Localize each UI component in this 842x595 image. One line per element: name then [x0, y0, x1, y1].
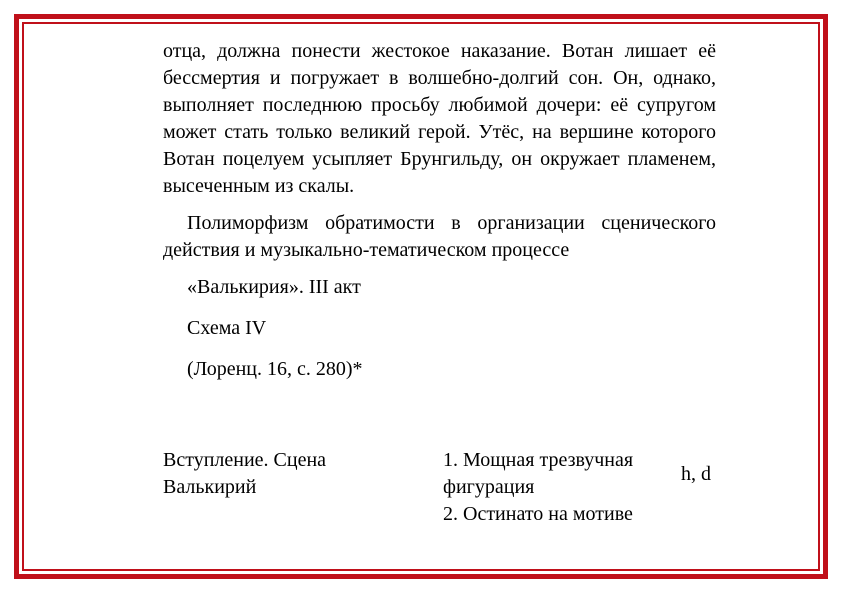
table-cell-tonality: h, d — [681, 463, 711, 485]
act-title: «Валькирия». III акт — [187, 276, 361, 298]
section-heading-paragraph: Полиморфизм обратимости в организации сценического действия и музыкально-тематическом процессе — [163, 212, 716, 261]
table-cell-description — [443, 447, 673, 528]
scheme-label: Схема IV — [187, 317, 267, 339]
description-item-1: 1. Мощная трезвучная фигурация — [443, 449, 634, 498]
page-content — [163, 38, 716, 397]
body-paragraph: отца, должна понести жестокое наказание. Вотан лишает её бессмертия и погружает в волшебно-долгий сон. Он, однако, выполняет последнюю просьбу любимой дочери: её супругом может стать только великий герой. Утёс, на вершине которого Вотан поцелуем усыпляет Брунгильду, он окружает пламенем, высеченным из скалы. — [163, 40, 716, 197]
description-item-2: 2. Остинато на мотиве — [443, 503, 633, 525]
source-citation: (Лоренц. 16, с. 280)* — [187, 358, 363, 380]
table-cell-section: Вступление. Сцена Валькирий — [163, 449, 327, 498]
